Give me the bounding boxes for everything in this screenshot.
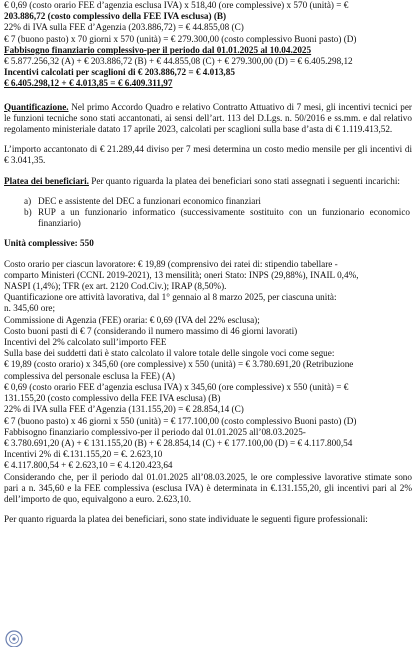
calc-line-grand-total: € 6.405.298,12 + € 4.013,85 = € 6.409.311,97: [4, 78, 173, 89]
calc-b-line-1: € 0,69 (costo orario FEE d’agenzia esclusa IVA) x 345,60 (ore complessive) x 550 (unità) = €: [4, 381, 349, 392]
document-page: [4, 0, 412, 525]
calc-line-fee: € 0,69 (costo orario FEE d’agenzia esclusa IVA) x 518,40 (ore complessive) x 570 (unità) = €: [4, 0, 349, 10]
incarichi-list: [4, 196, 412, 230]
meal-voucher-line: Costo buoni pasti di € 7 (considerando il numero massimo di 46 giorni lavorati): [4, 325, 298, 336]
platea-heading: Platea dei beneficiari.: [4, 175, 89, 186]
calc-line-meal-vouchers: € 7 (buono pasto) x 70 giorni x 570 (unità) = € 279.300,00 (costo complessivo Buoni pasto) (D): [4, 33, 357, 44]
calc-line-needs-heading: Fabbisogno finanziario complessivo-per il periodo dal 01.01.2025 al 10.04.2025: [4, 44, 312, 55]
platea-intro: Per quanto riguarda la platea dei beneficiari sono stati assegnati i seguenti incarichi:: [91, 175, 400, 186]
incentive-calc-line: Incentivi 2% di €.131.155,20 = €. 2.623,10: [4, 449, 163, 460]
calc-line-sum: € 5.877.256,32 (A) + € 203.886,72 (B) + € 44.855,08 (C) + € 279.300,00 (D) = € 6.405.298,12: [4, 56, 353, 67]
calc-line-vat: 22% di IVA sulla FEE d’Agenzia (203.886,72) = € 44.855,08 (C): [4, 22, 244, 33]
calc-b-line-2: 131.155,20 (costo complessivo della FEE IVA esclusa) (B): [4, 393, 221, 404]
quantificazione-paragraph: [4, 102, 412, 136]
calc-line-incentives: Incentivi calcolati per scaglioni di € 203.886,72 = € 4.013,85: [4, 67, 235, 78]
needs-line: Fabbisogno finanziario complessivo-per il periodo dal 01.01.2025 all’08.03.2025-: [4, 426, 306, 437]
list-item: [4, 207, 412, 229]
calc-a-line-2: complessiva del personale esclusa la FEE) (A): [4, 370, 175, 381]
platea-paragraph: [4, 176, 412, 187]
cost-line-1: Costo orario per ciascun lavoratore: € 19,89 (comprensivo dei ratei di: stipendio tabellare -: [4, 258, 338, 269]
list-item: [4, 196, 412, 207]
cost-line-2: comparto Ministeri (CCNL 2019-2021), 13 mensilità; oneri Stato: INPS (29,88%), INAIL 0,4%,: [4, 269, 359, 280]
closing-paragraph: Considerando che, per il periodo dal 01.01.2025 all’08.03.2025, le ore complessive lavorative stimate sono pari a n. 345,60 e la FEE complessiva (esclusa IVA) è determinata in €.131.155,20, gli incentivi pari al 2% dell’importo de quo, equivalgono a euro. 2.623,10.: [4, 471, 412, 504]
quantificazione-heading: Quantificazione.: [4, 101, 69, 112]
list-item-text: DEC e assistente del DEC a funzionari economico finanziari: [38, 195, 261, 206]
incentive-line: Incentivi del 2% calcolato sull’importo FEE: [4, 337, 167, 348]
cost-line-3: NASPI (1,4%); TFR (ex art. 2120 Cod.Civ.); IRAP (8,50%).: [4, 281, 227, 292]
hours-value-line: n. 345,60 ore;: [4, 303, 56, 314]
calc-c-line: 22% di IVA sulla FEE d’Agenzia (131.155,20) = € 28.854,14 (C): [4, 404, 244, 415]
closing-figures-paragraph: Per quanto riguarda la platea dei beneficiari, sono state individuate le seguenti figure professionali:: [4, 514, 368, 525]
unita-heading: Unità complessive: 550: [4, 238, 94, 249]
hours-line: Quantificazione ore attività lavorativa, dal 1° gennaio al 8 marzo 2025, per ciascuna unità:: [4, 292, 337, 303]
seal-stamp-icon: [4, 627, 24, 647]
list-item-label: a): [24, 195, 32, 206]
grand-total-line: € 4.117.800,54 + € 2.623,10 = € 4.120.423,64: [4, 460, 173, 471]
sum-line: € 3.780.691,20 (A) + € 131.155,20 (B) + € 28.854,14 (C) + € 177.100,00 (D) = € 4.117.800,54: [4, 437, 353, 448]
list-item-label: b): [24, 207, 32, 218]
accantonamento-paragraph: L’importo accantonato di € 21.289,44 diviso per 7 mesi determina un costo medio mensile per gli incentivi di € 3.041,35.: [4, 144, 412, 166]
calc-intro-line: Sulla base dei suddetti dati è stato calcolato il valore totale delle singole voci come segue:: [4, 348, 335, 359]
calc-a-line-1: € 19,89 (costo orario) x 345,60 (ore complessive) x 550 (unità) = € 3.780.691,20 (Retribuzione: [4, 359, 354, 370]
quantificazione-text: Nel primo Accordo Quadro e relativo Contratto Attuativo di 7 mesi, gli incentivi tecnici per le funzioni tecniche sono stati accantonati, ai sensi dell’art. 113 del D.Lgs. n. 50/2016 e ss.mm. e dal relativo regolamento ministeriale datato 17 aprile 2023, calcolati per scaglioni sulla base d’asta di € 1.119.413,52.: [4, 101, 412, 135]
list-item-text: RUP a un funzionario informatico (successivamente sostituito con un funzionario economico finanziario): [38, 207, 410, 229]
calc-line-fee-total: 203.886,72 (costo complessivo della FEE IVA esclusa) (B): [4, 11, 227, 22]
fee-line: Commissione di Agenzia (FEE) oraria: € 0,69 (IVA del 22% esclusa);: [4, 314, 260, 325]
calc-block-second-period: [4, 259, 412, 472]
calc-block-first-period: [4, 0, 412, 90]
calc-d-line: € 7 (buono pasto) x 46 giorni x 550 (unità) = € 177.100,00 (costo complessivo Buoni pasto) (D): [4, 415, 357, 426]
